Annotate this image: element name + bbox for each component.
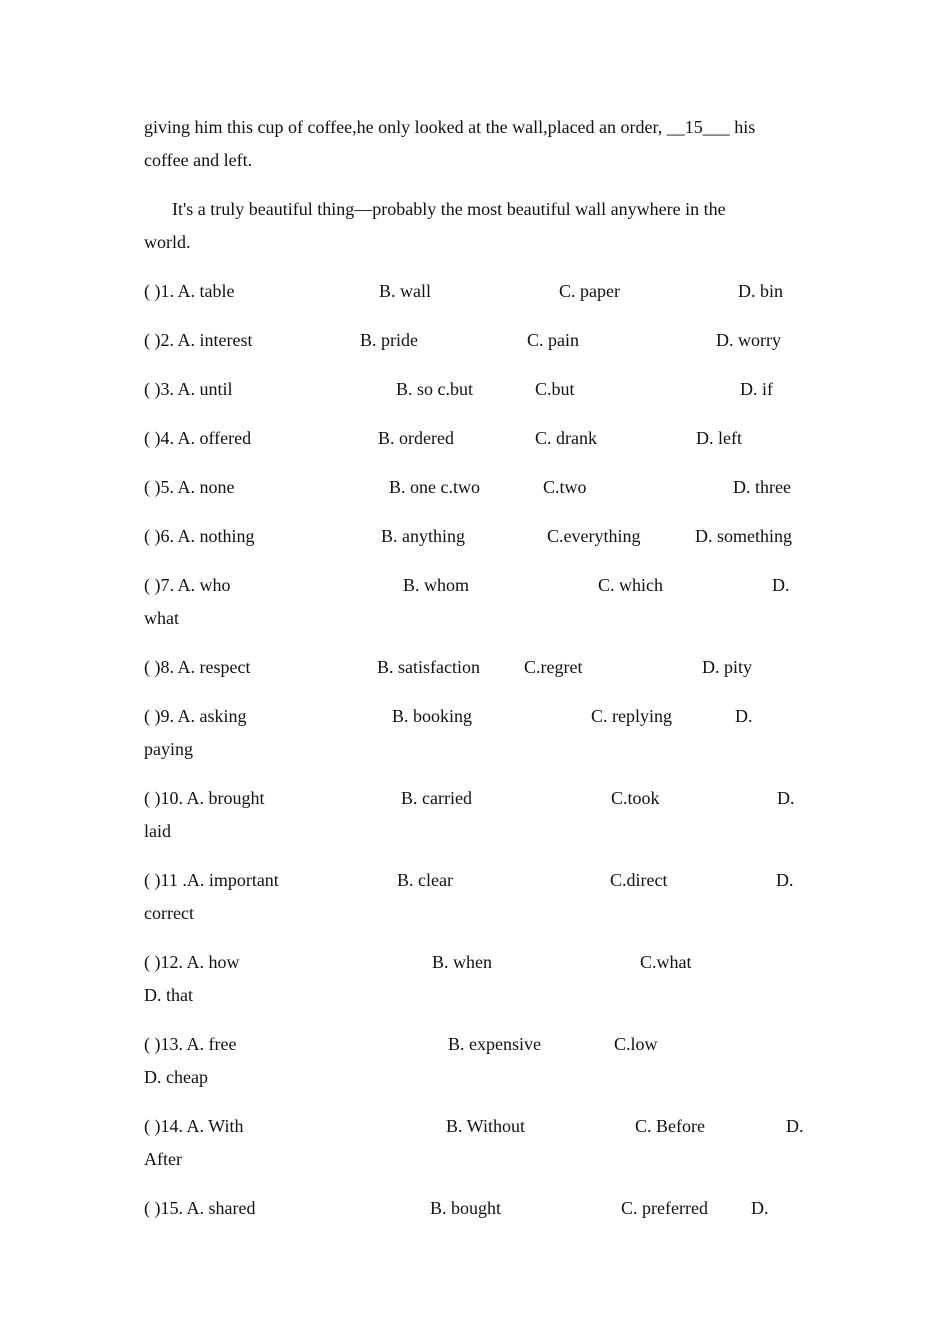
question-stem: ( )9. A. asking xyxy=(144,706,247,726)
passage-line: giving him this cup of coffee,he only looked at the wall,placed an order, __15___ his xyxy=(144,117,756,137)
option-d-continuation: correct xyxy=(144,903,194,923)
option-b: B. bought xyxy=(430,1198,502,1218)
question-stem: ( )1. A. table xyxy=(144,281,235,301)
question-stem: ( )7. A. who xyxy=(144,575,231,595)
option-d-continuation: paying xyxy=(144,739,193,759)
option-d: D. cheap xyxy=(144,1067,208,1087)
option-c: C. drank xyxy=(535,428,597,448)
question-stem: ( )10. A. brought xyxy=(144,788,265,808)
question-stem: ( )5. A. none xyxy=(144,477,235,497)
option-b: B. carried xyxy=(401,788,472,808)
option-c: C. which xyxy=(598,575,663,595)
option-b: B. satisfaction xyxy=(377,657,480,677)
option-c: C.everything xyxy=(547,526,641,546)
question-stem: ( )15. A. shared xyxy=(144,1198,256,1218)
option-b: B. wall xyxy=(379,281,431,301)
option-d: D. bin xyxy=(738,281,783,301)
option-b: B. ordered xyxy=(378,428,454,448)
option-c: C. preferred xyxy=(621,1198,708,1218)
option-d: D. something xyxy=(695,526,792,546)
option-d: D. xyxy=(772,575,790,595)
passage-line: It's a truly beautiful thing—probably the most beautiful wall anywhere in the xyxy=(172,199,726,219)
option-b: B. so c.but xyxy=(396,379,474,399)
option-d: D. xyxy=(751,1198,769,1218)
option-c: C.but xyxy=(535,379,575,399)
option-d-continuation: After xyxy=(144,1149,182,1169)
option-c: C.regret xyxy=(524,657,583,677)
option-c: C. paper xyxy=(559,281,620,301)
option-b: B. expensive xyxy=(448,1034,541,1054)
question-stem: ( )14. A. With xyxy=(144,1116,244,1136)
option-d: D. xyxy=(786,1116,804,1136)
option-d: D. xyxy=(777,788,795,808)
option-b: B. when xyxy=(432,952,492,972)
option-d: D. if xyxy=(740,379,773,399)
option-d: D. that xyxy=(144,985,193,1005)
option-d: D. pity xyxy=(702,657,753,677)
option-b: B. anything xyxy=(381,526,465,546)
option-b: B. whom xyxy=(403,575,470,595)
question-stem: ( )4. A. offered xyxy=(144,428,252,448)
option-d: D. three xyxy=(733,477,791,497)
option-c: C. replying xyxy=(591,706,672,726)
option-b: B. pride xyxy=(360,330,418,350)
option-d: D. xyxy=(735,706,753,726)
question-stem: ( )8. A. respect xyxy=(144,657,251,677)
option-c: C.what xyxy=(640,952,692,972)
option-d: D. xyxy=(776,870,794,890)
option-b: B. Without xyxy=(446,1116,525,1136)
option-b: B. booking xyxy=(392,706,473,726)
option-b: B. clear xyxy=(397,870,453,890)
option-d: D. left xyxy=(696,428,742,448)
question-stem: ( )2. A. interest xyxy=(144,330,253,350)
passage-line: coffee and left. xyxy=(144,150,253,170)
option-b: B. one c.two xyxy=(389,477,480,497)
question-stem: ( )6. A. nothing xyxy=(144,526,255,546)
question-stem: ( )3. A. until xyxy=(144,379,233,399)
option-c: C. pain xyxy=(527,330,579,350)
option-d-continuation: what xyxy=(144,608,179,628)
option-c: C.low xyxy=(614,1034,658,1054)
option-c: C.took xyxy=(611,788,660,808)
option-c: C.direct xyxy=(610,870,668,890)
option-d: D. worry xyxy=(716,330,781,350)
option-c: C. Before xyxy=(635,1116,705,1136)
option-c: C.two xyxy=(543,477,587,497)
question-stem: ( )11 .A. important xyxy=(144,870,279,890)
question-stem: ( )13. A. free xyxy=(144,1034,237,1054)
question-stem: ( )12. A. how xyxy=(144,952,240,972)
passage-line: world. xyxy=(144,232,191,252)
option-d-continuation: laid xyxy=(144,821,171,841)
